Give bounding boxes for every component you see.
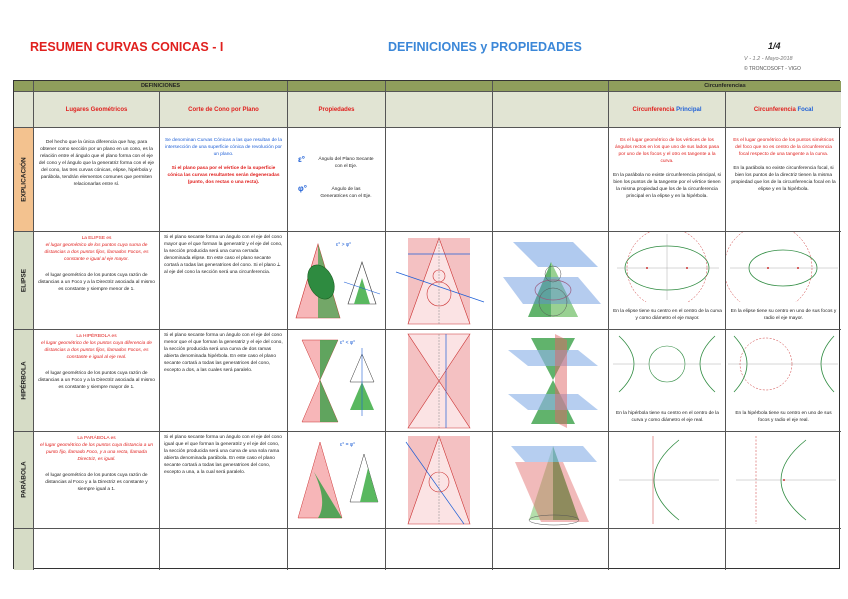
empty-cell-5 — [493, 529, 609, 570]
col-circ-principal: Circunferencia Principal — [609, 92, 726, 128]
header-blank-3 — [493, 81, 609, 92]
elipse-propiedades-figure — [288, 232, 386, 330]
hiperbola-lugares: La HIPÉRBOLA es el lugar geométrico de los puntos cuya diferencia de distancias a dos puntos fijos, llamados Focos, es constante e igual al eje real. el lugar geométrico de los puntos cuya razón de distancias a un Foco y a la Directriz asociada al mismo es constante y siempre mayor de 1. — [34, 330, 160, 432]
explicacion-blank-2 — [493, 128, 609, 232]
row-label-parabola: PARÁBOLA — [14, 432, 34, 529]
page-number: 1/4 — [768, 41, 781, 51]
copyright-icon: © — [744, 66, 749, 72]
col-blank-1 — [386, 92, 493, 128]
row-label-hiperbola: HIPÉRBOLA — [14, 330, 34, 432]
hiperbola-corte: Si el plano secante forma un ángulo con el eje del cono menor que el que forman la generatriz y el eje del cono, la sección producida será una curva de dos ramas abierta denominada hipérbola. En este caso el plano secante cortará a todas las generatrices del cono, excepto a dos, a las cuales será paralelo. — [160, 330, 288, 432]
empty-cell-1 — [34, 529, 160, 570]
group-circunferencias: Circunferencias — [609, 81, 841, 92]
document-subtitle: DEFINICIONES y PROPIEDADES — [388, 40, 582, 54]
empty-cell-7 — [726, 529, 841, 570]
corner-cell-2 — [14, 92, 34, 128]
hiperbola-principal-svg — [609, 330, 726, 400]
header-blank-1 — [288, 81, 386, 92]
empty-cell-6 — [609, 529, 726, 570]
hiperbola-propiedades-figure — [288, 330, 386, 432]
parabola-corte: Si el plano secante forma un ángulo con el eje del cono igual que el que forman la generatriz y el eje del cono, la sección producida será una curva de una sola rama abierta denominada parábola. En este caso el plano secante cortará a todas las generatrices del cono, excepto a una, a la cual será paralelo. — [160, 432, 288, 529]
parabola-section-svg — [386, 432, 493, 529]
parabola-section-figure — [386, 432, 493, 529]
header-blank-2 — [386, 81, 493, 92]
empty-cell-4 — [386, 529, 493, 570]
parabola-principal — [609, 432, 726, 529]
parabola-propiedades-figure — [288, 432, 386, 529]
elipse-focal: En la elipse tiene su centro en uno de sus focos y radio el eje mayor. — [726, 232, 841, 330]
elipse-principal: En la elipse tiene su centro en el centro de la curva y como diámetro el eje mayor. — [609, 232, 726, 330]
hiperbola-focal: En la hipérbola tiene su centro en uno de sus focos y radio el eje real. — [726, 330, 841, 432]
elipse-focal-svg — [726, 232, 841, 302]
parabola-lugares: La PARÁBOLA es el lugar geométrico de los puntos cuya distancia a un punto fijo, llamado Foco, y a una recta, llamada Directriz, es igual. el lugar geométrico de los puntos cuya razón de distancias al Foco y a la Directriz es constante y siempre igual a 1. — [34, 432, 160, 529]
elipse-3d-svg — [493, 232, 609, 330]
parabola-focal — [726, 432, 841, 529]
hiperbola-3d-svg — [493, 330, 609, 432]
row-label-elipse: ELIPSE — [14, 232, 34, 330]
elipse-lugares: La ELIPSE es el lugar geométrico de los puntos cuya suma de distancias a dos puntos fijos, llamados Focos, es constante e igual al eje mayor. el lugar geométrico de los puntos cuya razón de distancias a un Foco y a la Directriz asociada al mismo es constante y siempre menor de 1. — [34, 232, 160, 330]
explicacion-propiedades: ε° Ángulo del Plano Secante con el Eje. φ° Ángulo de las Generatrices con el Eje. — [288, 128, 386, 232]
empty-cell-3 — [288, 529, 386, 570]
hiperbola-3d-figure — [493, 330, 609, 432]
conics-table — [13, 80, 840, 569]
col-circ-focal: Circunferencia Focal — [726, 92, 841, 128]
elipse-principal-svg — [609, 232, 726, 302]
explicacion-corte: Se denominan Curvas Cónicas a las que resultan de la intersección de una superficie cónica de revolución por un plano. Si el plano pasa por el vértice de la superficie cónica las curvas resultantes serán degeneradas (punto, dos rectas o una recta). — [160, 128, 288, 232]
elipse-section-figure — [386, 232, 493, 330]
parabola-focal-svg — [726, 432, 841, 529]
version-label: V - 1.2 - Mayo-2018 — [744, 56, 793, 62]
col-blank-2 — [493, 92, 609, 128]
parabola-angle-label: ε° = φ° — [340, 442, 356, 448]
elipse-section-svg — [386, 232, 493, 330]
explicacion-focal: Es el lugar geométrico de los puntos simétricos del foco que no es centro de la circunferencia focal respecto de una tangente a la curva. En la parábola no existe circunferencia focal, si bien los puntos de la directriz tienen la misma propiedad que los de la circunferencia focal en la elipse y en la hipérbola. — [726, 128, 841, 232]
brand-label: © TRONCOSOFT - VIGO — [744, 66, 801, 72]
row-label-explicacion: EXPLICACIÓN — [14, 128, 34, 232]
col-corte: Corte de Cono por Plano — [160, 92, 288, 128]
hiperbola-focal-svg — [726, 330, 841, 400]
elipse-corte: Si el plano secante forma un ángulo con el eje del cono mayor que el que forman la generatriz y el eje del cono, la sección producida será una curva cerrada denominada elipse. En este caso el plano secante cortará a todas las generatrices del cono. Si el plano ⟂ al eje del cono la sección será una circunferencia. — [160, 232, 288, 330]
parabola-cone-figure — [288, 432, 386, 529]
explicacion-blank-1 — [386, 128, 493, 232]
hiperbola-section-figure — [386, 330, 493, 432]
elipse-3d-figure — [493, 232, 609, 330]
document-title: RESUMEN CURVAS CONICAS - I — [30, 40, 224, 54]
hiperbola-angle-label: ε° < φ° — [340, 340, 356, 346]
hiperbola-principal: En la hipérbola tiene su centro en el centro de la curva y como diámetro el eje real. — [609, 330, 726, 432]
corner-cell — [14, 81, 34, 92]
group-definiciones: DEFINICIONES — [34, 81, 288, 92]
col-propiedades: Propiedades — [288, 92, 386, 128]
empty-cell-2 — [160, 529, 288, 570]
col-lugares: Lugares Geométricos — [34, 92, 160, 128]
parabola-3d-figure — [493, 432, 609, 529]
row-label-empty — [14, 529, 34, 570]
hiperbola-cone-figure — [288, 330, 386, 432]
parabola-principal-svg — [609, 432, 726, 529]
hiperbola-section-svg — [386, 330, 493, 432]
elipse-angle-label: ε° > φ° — [336, 242, 352, 248]
parabola-3d-svg — [493, 432, 609, 529]
explicacion-principal: Es el lugar geométrico de los vértices de los ángulos rectos en los que uno de sus lados pasa por uno de los focos y el otro es tangente a la curva. En la parábola no existe circunferencia principal, si bien los puntos de la tangente por el vértice tienen la misma propiedad que los de la circunferencia principal en la elipse y en la hipérbola. — [609, 128, 726, 232]
explicacion-lugares: Del hecho que la única diferencia que hay, para obtener como sección por un plano en un cono, es la relación entre el ángulo que el plano forma con el eje del cono y el ángulo que la generatriz forma con el eje del cono, las tres curvas cónicas, elipse, hipérbola y parábola, tendrán elementos comunes que permiten relacionarlas entre sí. — [34, 128, 160, 232]
